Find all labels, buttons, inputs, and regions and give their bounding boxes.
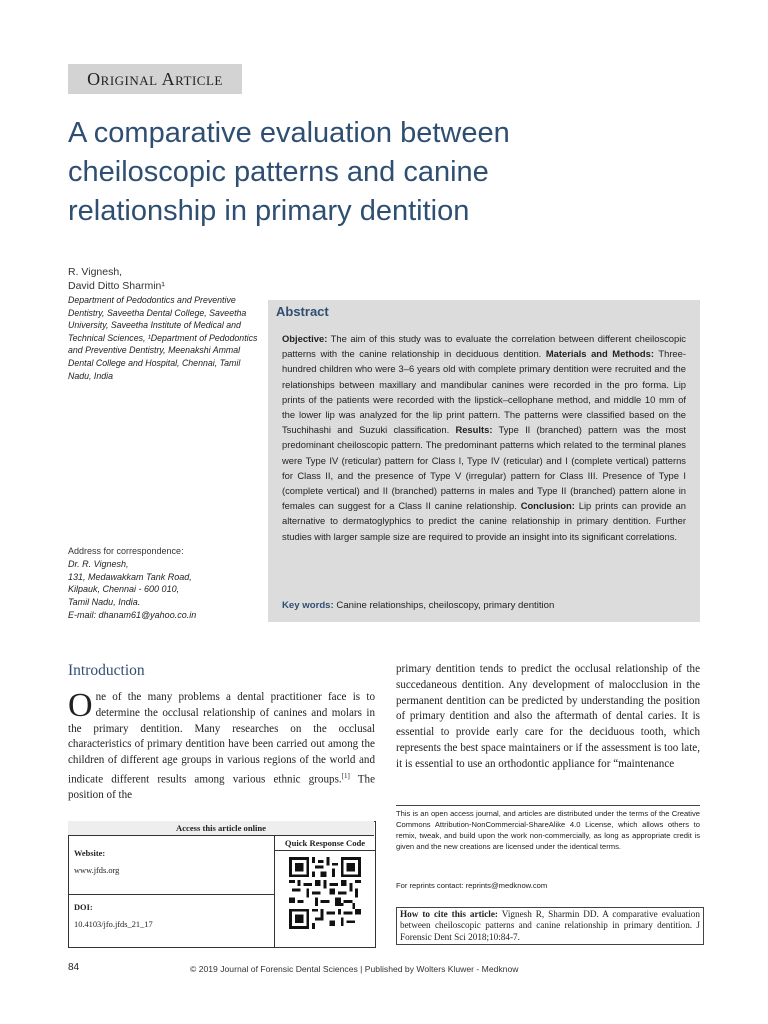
- correspondence-line: Tamil Nadu, India.: [68, 597, 141, 608]
- methods-text: Three-hundred children who were 3–6 years old with complete primary dentition were recruited and the relationships between maxillary and mandibular canines were recorded in the pro forma. Lip prints of the patients were recorded with the lipstick–cellophane method, and middle 10 mm of the lower lip was analyzed for the lip print pattern. The patterns were classified based on the Tsuchihashi and Suzuki classification.: [282, 348, 686, 436]
- abstract-heading: Abstract: [276, 304, 329, 319]
- results-text: Type II (branched) pattern was the most predominant cheiloscopic pattern. The predominant patterns which related to the terminal planes were Type IV (reticular) pattern for Class I, Type IV (reticular) and I (complete vertical) patterns for Class II, and the presence of Type V (irregular) pattern for Class III. Presence of Type I (complete vertical) and II (branched) patterns in males and Type II (branched) pattern alone in females can suggest for a Class II canine relationship.: [282, 424, 686, 512]
- website-link[interactable]: www.jfds.org: [74, 866, 120, 875]
- qr-code-icon[interactable]: [289, 857, 361, 929]
- reprints-contact: For reprints contact: reprints@medknow.com: [396, 881, 548, 890]
- correspondence-line: 131, Medawakkam Tank Road,: [68, 571, 192, 582]
- correspondence-line: Dr. R. Vignesh,: [68, 558, 129, 569]
- access-heading: Access this article online: [68, 821, 374, 836]
- correspondence-email[interactable]: E-mail: dhanam61@yahoo.co.in: [68, 609, 197, 620]
- access-row-divider: [68, 894, 275, 895]
- methods-label: Materials and Methods:: [545, 348, 654, 360]
- cite-box: [396, 907, 704, 945]
- footer-credits: © 2019 Journal of Forensic Dental Sciences | Published by Wolters Kluwer - Medknow: [190, 964, 519, 974]
- reference-link[interactable]: [1]: [341, 771, 350, 780]
- correspondence-block: [68, 545, 258, 622]
- page-number: 84: [68, 962, 80, 973]
- cite-text: Vignesh R, Sharmin DD. A comparative evaluation between cheiloscopic patterns and canine relationship in primary dentition. J Forensic Dent Sci 2018;10:84-7.: [400, 909, 700, 942]
- authors-block: [68, 265, 258, 382]
- website-label: Website:: [74, 849, 106, 858]
- article-type-text: Original Article: [87, 68, 223, 89]
- introduction-column-2: primary dentition tends to predict the occlusal relationship of the succedaneous dentition. Any development of malocclusion in the permanent dentition can be predicted by understanding the position of primary dentition and also the aftermath of dental caries. It is essential to provide early care for the deciduous tooth, which represents the best space maintainers or if the assessment is too late, it is essential to use an orthodontic appliance for “maintenance: [396, 663, 700, 770]
- author-name: David Ditto Sharmin¹: [68, 280, 165, 292]
- keywords-text: Canine relationships, cheiloscopy, primary dentition: [333, 600, 555, 611]
- correspondence-heading: Address for correspondence:: [68, 546, 184, 556]
- article-title: A comparative evaluation between cheiloscopic patterns and canine relationship in primary dentition: [68, 117, 510, 227]
- introduction-column-1: [68, 687, 376, 804]
- intro-text-tail: The position of the: [68, 773, 376, 802]
- author-name: R. Vignesh,: [68, 266, 123, 278]
- doi-label: DOI:: [74, 903, 93, 912]
- drop-cap: O: [68, 687, 93, 724]
- license-text: This is an open access journal, and articles are distributed under the terms of the Creative Commons Attribution-NonCommercial-ShareAlike 4.0 License, which allows others to remix, tweak, and build upon the work non-commercially, as long as appropriate credit is given and the new creations are licensed under the identical terms.: [396, 809, 700, 851]
- qr-label: Quick Response Code: [275, 836, 375, 851]
- objective-text: The aim of this study was to evaluate the correlation between different cheiloscopic patterns with the canine relationship in deciduous dentition.: [282, 333, 686, 360]
- introduction-heading: Introduction: [68, 662, 145, 679]
- keywords-label: Key words:: [282, 600, 334, 611]
- keywords: [282, 600, 692, 611]
- conclusion-label: Conclusion:: [520, 500, 575, 512]
- abstract-body: [282, 331, 686, 544]
- article-type-label: [68, 64, 242, 94]
- objective-label: Objective:: [282, 333, 328, 344]
- intro-text: ne of the many problems a dental practitioner face is to determine the occlusal relationship of canines and molars in the primary dentition. Many researches on the occlusal characteristics of primary dentition have been carried out among the children of different age groups in various regions of the world and indicate different results among various ethnic groups.: [68, 691, 375, 786]
- license-divider: [396, 805, 700, 806]
- affiliation: Department of Pedodontics and Preventive Dentistry, Saveetha Dental College, Saveetha University, Saveetha Institute of Medical and Technical Sciences, ¹Department of Pedodontics and Preventive Dentistry, Meenakshi Ammal Dental College and Hospital, Chennai, Tamil Nadu, India: [68, 295, 258, 381]
- doi-link[interactable]: 10.4103/jfo.jfds_21_17: [74, 920, 153, 929]
- correspondence-line: Kilpauk, Chennai - 600 010,: [68, 584, 180, 595]
- access-divider: [274, 836, 275, 947]
- conclusion-text: Lip prints can provide an alternative to dermatoglyphics to predict the canine relationship in primary dentition. Further studies with larger sample size are required to provide an insight into its significant correlations.: [282, 500, 686, 542]
- cite-label: How to cite this article:: [400, 909, 498, 919]
- results-label: Results:: [455, 424, 493, 436]
